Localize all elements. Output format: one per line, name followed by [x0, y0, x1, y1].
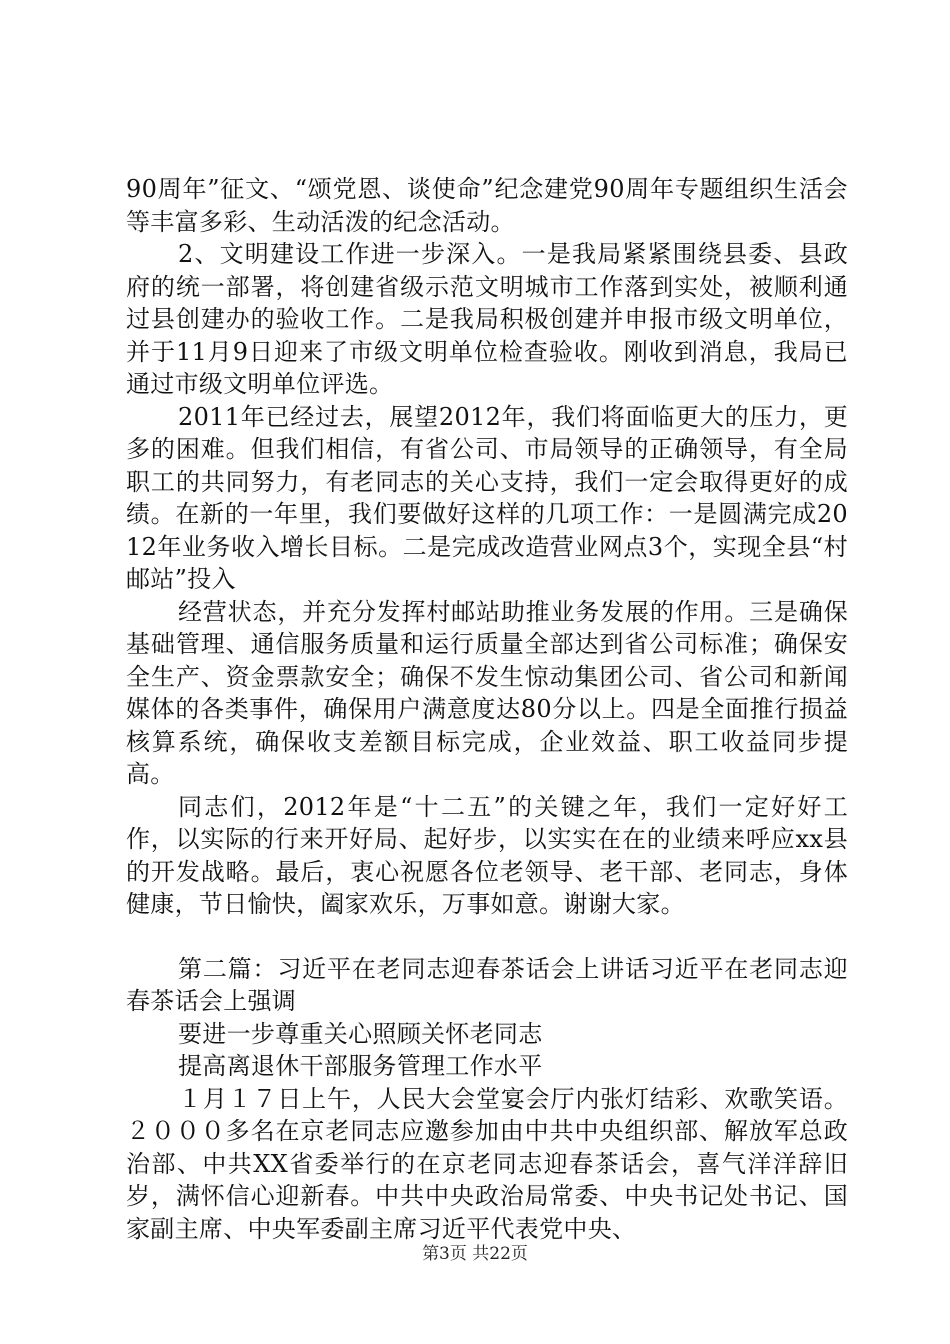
paragraph-1: 90周年”征文、“颂党恩、谈使命”纪念建党90周年专题组织生活会等丰富多彩、生动活泼的纪念活动。 — [126, 175, 848, 236]
paragraph-3: 2011年已经过去，展望2012年，我们将面临更大的压力，更多的困难。但我们相信，有省公司、市局领导的正确领导，有全局职工的共同努力，有老同志的关心支持，我们一定会取得更好的成绩。在新的一年里，我们要做好这样的几项工作：一是圆满完成2012年业务收入增长目标。二是完成改造营业网点3个，实现全县“村邮站”投入 — [126, 402, 848, 593]
subheading-1: 要进一步尊重关心照顾关怀老同志 — [178, 1019, 543, 1048]
paragraph-4: 经营状态，并充分发挥村邮站助推业务发展的作用。三是确保基础管理、通信服务质量和运行质量全部达到省公司标准；确保安全生产、资金票款安全；确保不发生惊动集团公司、省公司和新闻媒体的各类事件，确保用户满意度达80分以上。四是全面推行损益核算系统，确保收支差额目标完成，企业效益、职工收益同步提高。 — [126, 597, 848, 788]
document-body — [126, 173, 848, 1245]
paragraph-9: １月１７日上午，人民大会堂宴会厅内张灯结彩、欢歌笑语。２０００多名在京老同志应邀参加由中共中央组织部、解放军总政治部、中共XX省委举行的在京老同志迎春茶话会，喜气洋洋辞旧岁，满怀信心迎新春。中共中央政治局常委、中央书记处书记、国家副主席、中央军委副主席习近平代表党中央、 — [126, 1084, 848, 1243]
page-number-footer: 第3页 共22页 — [422, 1244, 528, 1264]
paragraph-2: 2、文明建设工作进一步深入。一是我局紧紧围绕县委、县政府的统一部署，将创建省级示范文明城市工作落到实处，被顺利通过县创建办的验收工作。二是我局积极创建并申报市级文明单位，并于11月9日迎来了市级文明单位检查验收。刚收到消息，我局已通过市级文明单位评选。 — [126, 240, 848, 398]
section-gap — [126, 921, 848, 953]
section-heading: 第二篇：习近平在老同志迎春茶话会上讲话习近平在老同志迎春茶话会上强调 — [126, 954, 848, 1015]
subheading-2: 提高离退休干部服务管理工作水平 — [178, 1052, 543, 1080]
paragraph-5: 同志们，2012年是“十二五”的关键之年，我们一定好好工作，以实际的行来开好局、起好步，以实实在在的业绩来呼应xx县的开发战略。最后，衷心祝愿各位老领导、老干部、老同志，身体健康，节日愉快，阖家欢乐，万事如意。谢谢大家。 — [126, 792, 848, 918]
